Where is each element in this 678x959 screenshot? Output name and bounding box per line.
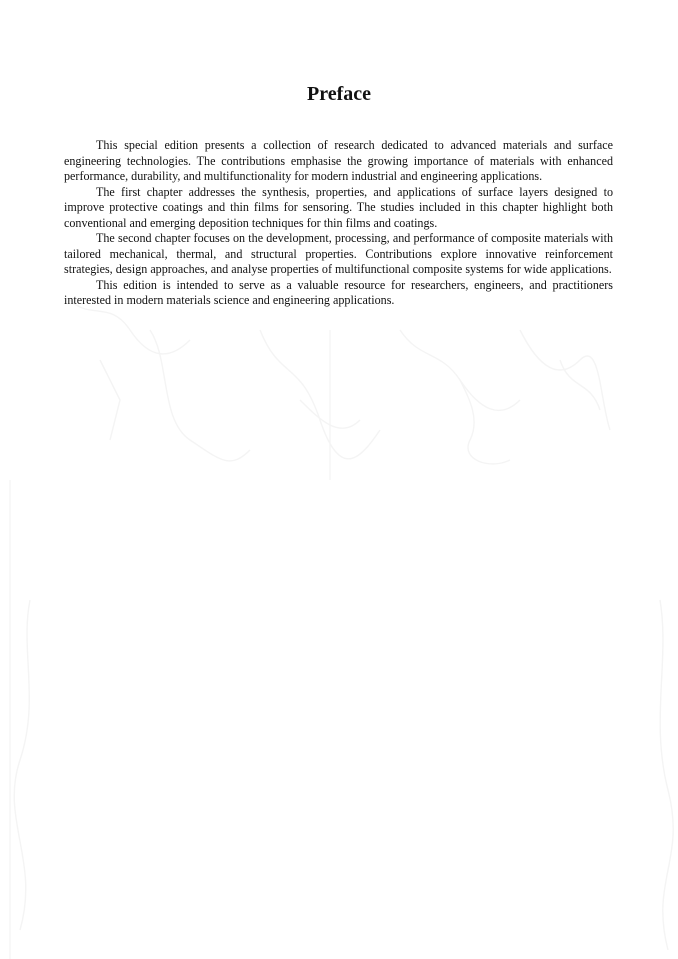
page-title: Preface [306, 83, 372, 105]
body-text [64, 138, 613, 309]
paragraph-intro: This special edition presents a collection of research dedicated to advanced materials and surface engineering technologies. The contributions emphasise the growing importance of materials with enhanced performance, durability, and multifunctionality for modern industrial and engineering applications. [64, 138, 613, 183]
paragraph-first-chapter: The first chapter addresses the synthesis, properties, and applications of surface layers designed to improve protective coatings and thin films for sensoring. The studies included in this chapter highlight both conventional and emerging deposition techniques for thin films and coatings. [64, 184, 613, 230]
paragraph-second-chapter: The second chapter focuses on the development, processing, and performance of composite materials with tailored mechanical, thermal, and structural properties. Contributions explore innovative reinforcement strategies, design approaches, and analyse properties of multifunctional composite systems for wide applications. [64, 231, 613, 276]
paragraph-closing: This edition is intended to serve as a valuable resource for researchers, engineers, and practitioners interested in modern materials science and engineering applications. [64, 277, 613, 307]
